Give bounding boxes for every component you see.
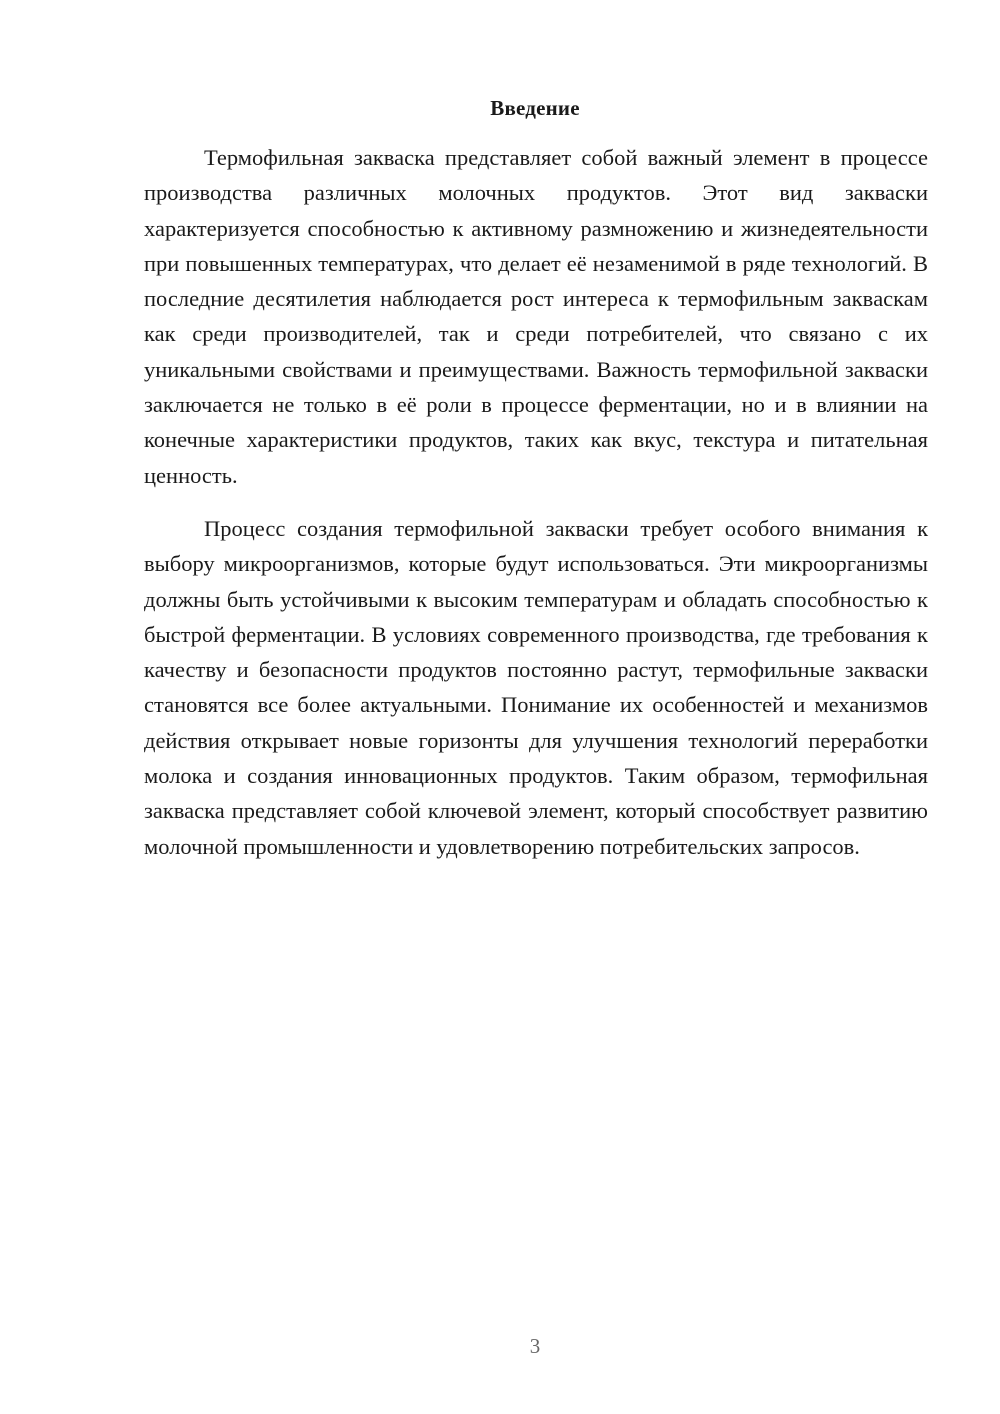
paragraph-introduction-1: Термофильная закваска представляет собой важный элемент в процессе производства различных молочных продуктов. Этот вид закваски характеризуется способностью к активному размножению и жизнедеятельности при повышенных температурах, что делает её незаменимой в ряде технологий. В последние десятилетия наблюдается рост интереса к термофильным заквaскам как среди производителей, так и среди потребителей, что связано с их уникальными свойствами и преимуществами. Важность термофильной закваски заключается не только в её роли в процессе ферментации, но и в влиянии на конечные характеристики продуктов, таких как вкус, текстура и питательная ценность. <box>144 145 928 488</box>
page-title: Введение <box>490 96 580 120</box>
document-body <box>144 140 928 864</box>
page-number: 3 <box>529 1334 541 1358</box>
paragraph-introduction-2: Процесс создания термофильной закваски требует особого внимания к выбору микроорганизмов, которые будут использоваться. Эти микроорганизмы должны быть устойчивыми к высоким температурам и обладать способностью к быстрой ферментации. В условиях современного производства, где требования к качеству и безопасности продуктов постоянно растут, термофильные закваски становятся все более актуальными. Понимание их особенностей и механизмов действия открывает новые горизонты для улучшения технологий переработки молока и создания инновационных продуктов. Таким образом, термофильная закваска представляет собой ключевой элемент, который способствует развитию молочной промышленности и удовлетворению потребительских запросов. <box>144 515 928 859</box>
